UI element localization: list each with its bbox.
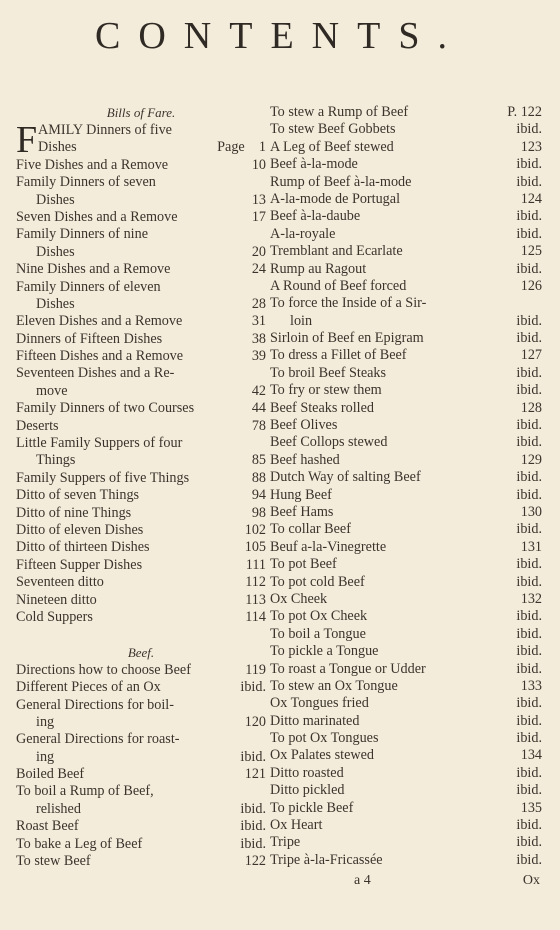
entry-title: Ditto roasted: [270, 764, 344, 781]
entry-title: relished: [36, 800, 81, 817]
entry-title: move: [36, 382, 68, 399]
entry-title: Ditto of thirteen Dishes: [16, 539, 150, 556]
entry-title: Beef Steaks rolled: [270, 399, 375, 416]
entry-page: ibid.: [240, 679, 266, 696]
toc-entry: [270, 121, 542, 138]
toc-entry: [16, 470, 266, 487]
entry-title: To stew Beef Gobbets: [270, 121, 396, 138]
page-title: CONTENTS.: [95, 15, 465, 57]
toc-entry: [270, 139, 542, 156]
toc-entry: [270, 313, 542, 330]
entry-title: Nineteen ditto: [16, 591, 97, 608]
entry-page: 112: [245, 574, 266, 591]
entry-page: ibid.: [516, 643, 542, 660]
toc-entry: [270, 626, 542, 643]
entry-page: ibid.: [516, 156, 542, 173]
entry-page: ibid.: [516, 469, 542, 486]
entry-page: 42: [251, 382, 266, 399]
entry-page: ibid.: [240, 800, 266, 817]
toc-entry: [270, 156, 542, 173]
entry-title: General Directions for roast-: [16, 731, 180, 748]
toc-entry: [270, 730, 542, 747]
entry-page: 121: [244, 766, 266, 783]
toc-entry: [16, 697, 266, 714]
entry-page: ibid.: [516, 208, 542, 225]
entry-title: Beef à-la-daube: [270, 208, 361, 225]
entry-page: 38: [251, 330, 266, 347]
entry-title: Things: [36, 452, 76, 469]
toc-entry: [270, 817, 542, 834]
entry-page: ibid.: [516, 521, 542, 538]
page-label: Page: [217, 139, 245, 156]
toc-entry: [16, 331, 266, 348]
entry-page: ibid.: [516, 330, 542, 347]
entry-page: ibid.: [516, 382, 542, 399]
entry-title: Ditto of nine Things: [16, 504, 132, 521]
entry-page: 114: [245, 608, 266, 625]
entry-title: To roast a Tongue or Udder: [270, 660, 426, 677]
entry-page: 78: [251, 417, 266, 434]
toc-entry: [16, 487, 266, 504]
toc-entry: [16, 244, 266, 261]
toc-entry: [270, 695, 542, 712]
entry-title: To dress a Fillet of Beef: [270, 347, 407, 364]
entry-title: Ditto marinated: [270, 712, 360, 729]
entry-page: 124: [520, 190, 542, 207]
entry-title: Dinners of Fifteen Dishes: [16, 330, 163, 347]
toc-entry: [270, 852, 542, 869]
entry-page: ibid.: [516, 573, 542, 590]
entry-title: Family Suppers of five Things: [16, 469, 190, 486]
signature-mark: a 4: [354, 873, 371, 888]
toc-entry: [270, 678, 542, 695]
toc-entry: [16, 522, 266, 539]
entry-title: AMILY Dinners of five: [38, 122, 172, 138]
toc-entry: [270, 747, 542, 764]
toc-entry: [270, 661, 542, 678]
toc-entry: [16, 749, 266, 766]
entry-page: 98: [251, 504, 266, 521]
entry-page: 39: [251, 348, 266, 365]
entry-page: ibid.: [516, 556, 542, 573]
toc-entry: [270, 261, 542, 278]
drop-cap: F: [16, 119, 38, 161]
entry-page: 129: [520, 451, 542, 468]
toc-entry: [16, 766, 266, 783]
toc-entry: [16, 174, 266, 191]
entry-title: To pickle a Tongue: [270, 643, 379, 660]
toc-entry: [270, 608, 542, 625]
entry-title: Beef hashed: [270, 451, 340, 468]
entry-page: ibid.: [516, 260, 542, 277]
toc-entry: [270, 591, 542, 608]
entry-page: ibid.: [516, 782, 542, 799]
entry-title: To broil Beef Steaks: [270, 364, 387, 381]
entry-title: To collar Beef: [270, 521, 351, 538]
entry-title: Seventeen Dishes and a Re-: [16, 365, 175, 382]
entry-page: 122: [244, 853, 266, 870]
first-entry: [16, 119, 266, 161]
toc-entry: [270, 574, 542, 591]
toc-entry: [16, 348, 266, 365]
toc-entry: [16, 279, 266, 296]
toc-entry: [16, 313, 266, 330]
entry-page: 17: [251, 208, 266, 225]
section-heading-bills-of-fare: Bills of Fare.: [106, 105, 176, 120]
entry-page: 28: [251, 295, 266, 312]
entry-page: 131: [520, 538, 542, 555]
entry-title: To stew a Rump of Beef: [270, 104, 409, 120]
entry-page: P. 122: [507, 104, 542, 120]
entry-page: 85: [251, 452, 266, 469]
entry-title: A-la-royale: [270, 225, 336, 242]
entry-title: Deserts: [16, 417, 59, 434]
entry-title: To force the Inside of a Sir-: [270, 295, 427, 312]
entry-page: 102: [244, 522, 266, 538]
toc-entry: [270, 487, 542, 504]
page-footer: [0, 872, 560, 890]
entry-title: To pot Ox Tongues: [270, 730, 379, 747]
entry-page: ibid.: [516, 173, 542, 190]
entry-title: Beef Olives: [270, 417, 338, 434]
entry-title: Dutch Way of salting Beef: [270, 469, 421, 486]
entry-page: ibid.: [240, 818, 266, 835]
toc-entry: [16, 574, 266, 591]
entry-page: ibid.: [516, 834, 542, 851]
left-column: [16, 104, 266, 870]
entry-title: Ox Tongues fried: [270, 695, 369, 712]
entry-title: Tripe: [270, 834, 301, 851]
section-heading-beef: Beef.: [127, 644, 155, 660]
page-number: 1: [258, 139, 266, 156]
toc-entry: [16, 505, 266, 522]
toc-entry: [16, 209, 266, 226]
toc-entry: [16, 801, 266, 818]
toc-entry: [270, 174, 542, 191]
entry-page: ibid.: [516, 764, 542, 781]
entry-page: ibid.: [516, 417, 542, 434]
toc-entry: [16, 452, 266, 469]
toc-entry: [16, 383, 266, 400]
entry-title: Dishes: [36, 191, 75, 208]
entry-page: [217, 139, 266, 156]
toc-entry: [270, 382, 542, 399]
entry-page: 111: [245, 556, 266, 573]
entry-title: To boil a Tongue: [270, 625, 366, 642]
entry-title: Ox Cheek: [270, 590, 328, 607]
entry-page: ibid.: [516, 434, 542, 451]
entry-title: Ditto pickled: [270, 782, 345, 799]
entry-page: ibid.: [516, 817, 542, 834]
toc-entry: [16, 731, 266, 748]
toc-entry: [16, 853, 266, 870]
entry-title: Different Pieces of an Ox: [16, 679, 161, 696]
toc-entry: [16, 714, 266, 731]
entry-title: Sirloin of Beef en Epigram: [270, 330, 424, 347]
entry-page: 13: [251, 191, 266, 208]
entry-title: Beef Hams: [270, 503, 334, 520]
toc-entry: [16, 679, 266, 696]
toc-entry: [270, 765, 542, 782]
section-gap: [16, 626, 266, 643]
entry-title: To stew an Ox Tongue: [270, 677, 398, 694]
entry-title: Ox Palates stewed: [270, 747, 375, 764]
entry-page: ibid.: [516, 712, 542, 729]
toc-entry: [16, 592, 266, 609]
entry-title: Family Dinners of seven: [16, 174, 156, 191]
entry-title: Beef Collops stewed: [270, 434, 388, 451]
entry-page: ibid.: [516, 121, 542, 138]
entry-page: 120: [244, 713, 266, 730]
entry-title-continued: Dishes: [38, 139, 77, 156]
toc-entry: [16, 192, 266, 209]
toc-entry: [270, 347, 542, 364]
entry-title: Family Dinners of eleven: [16, 278, 161, 295]
toc-entry: [270, 208, 542, 225]
entry-page: 125: [520, 243, 542, 260]
entry-page: 105: [244, 539, 266, 556]
entry-page: ibid.: [516, 608, 542, 625]
entry-page: 94: [251, 487, 266, 504]
entry-title: Nine Dishes and a Remove: [16, 261, 171, 278]
entry-title: Beef à-la-mode: [270, 156, 358, 173]
entry-page: ibid.: [516, 225, 542, 242]
toc-entry: [270, 504, 542, 521]
toc-entry: [16, 400, 266, 417]
toc-entry: [16, 609, 266, 626]
entry-page: 128: [520, 399, 542, 416]
beef-list-continued: [270, 104, 542, 869]
entry-title: Dishes: [36, 243, 75, 260]
toc-entry: [270, 417, 542, 434]
entry-page: 123: [520, 138, 542, 155]
toc-entry: [270, 539, 542, 556]
entry-title: A Leg of Beef stewed: [270, 138, 394, 155]
entry-title: Hung Beef: [270, 486, 332, 503]
entry-title: To boil a Rump of Beef,: [16, 783, 154, 800]
entry-page: ibid.: [516, 660, 542, 677]
entry-title: [38, 139, 77, 156]
entry-title: To bake a Leg of Beef: [16, 835, 143, 852]
toc-entry: [16, 662, 266, 679]
toc-entry: [270, 278, 542, 295]
toc-entry: [270, 834, 542, 851]
toc-entry: [270, 643, 542, 660]
entry-page: 31: [251, 313, 266, 330]
entry-title: ing: [36, 748, 55, 765]
entry-title: Fifteen Supper Dishes: [16, 556, 143, 573]
entry-title: Ditto of eleven Dishes: [16, 522, 144, 538]
toc-entry: [270, 713, 542, 730]
toc-entry: [16, 157, 266, 174]
entry-title: Rump au Ragout: [270, 260, 367, 277]
entry-title: A Round of Beef forced: [270, 277, 407, 294]
entry-page: 20: [251, 243, 266, 260]
entry-title: To pot Ox Cheek: [270, 608, 368, 625]
entry-title: Seventeen ditto: [16, 574, 104, 591]
entry-title: Fifteen Dishes and a Remove: [16, 348, 184, 365]
entry-title: Rump of Beef à-la-mode: [270, 173, 412, 190]
entry-title: Five Dishes and a Remove: [16, 156, 169, 173]
entry-page: 134: [520, 747, 542, 764]
bills-of-fare-list: [16, 157, 266, 627]
entry-page: 133: [520, 677, 542, 694]
toc-entry: [16, 435, 266, 452]
toc-entry: [16, 226, 266, 243]
entry-title: Ox Heart: [270, 817, 323, 834]
entry-title: ing: [36, 713, 55, 730]
entry-title: Beuf a-la-Vinegrette: [270, 538, 387, 555]
entry-page: ibid.: [516, 312, 542, 329]
toc-entry: [16, 365, 266, 382]
entry-page: 135: [520, 799, 542, 816]
toc-entry: [16, 783, 266, 800]
toc-entry: [16, 557, 266, 574]
entry-title: Dishes: [36, 295, 75, 312]
entry-page: ibid.: [516, 851, 542, 868]
entry-page: 119: [245, 661, 266, 678]
entry-title: Seven Dishes and a Remove: [16, 208, 178, 225]
toc-entry: [270, 400, 542, 417]
entry-page: ibid.: [240, 835, 266, 852]
toc-entry: [270, 365, 542, 382]
entry-title: To pot Beef: [270, 556, 337, 573]
entry-page: 113: [245, 591, 266, 608]
entry-title: Directions how to choose Beef: [16, 661, 191, 678]
toc-entry: [270, 434, 542, 451]
entry-title: Family Dinners of two Courses: [16, 400, 195, 417]
entry-page: 127: [520, 347, 542, 364]
toc-entry: [270, 104, 542, 121]
entry-title: Roast Beef: [16, 818, 79, 835]
entry-page: 44: [251, 400, 266, 417]
entry-title: Family Dinners of nine: [16, 226, 149, 243]
entry-page: 10: [251, 156, 266, 173]
toc-entry: [16, 261, 266, 278]
entry-page: ibid.: [240, 748, 266, 765]
toc-entry: [270, 295, 542, 312]
toc-entry: [16, 818, 266, 835]
entry-page: 88: [251, 469, 266, 486]
entry-page: 130: [520, 503, 542, 520]
entry-title: Ditto of seven Things: [16, 487, 140, 504]
toc-entry: [270, 452, 542, 469]
toc-entry: [270, 469, 542, 486]
entry-title: To pickle Beef: [270, 799, 354, 816]
toc-entry: [270, 330, 542, 347]
entry-page: ibid.: [516, 625, 542, 642]
entry-page: ibid.: [516, 486, 542, 503]
entry-title: To pot cold Beef: [270, 573, 365, 590]
entry-page: 132: [520, 590, 542, 607]
catchword: Ox: [522, 873, 540, 888]
entry-title: General Directions for boil-: [16, 696, 174, 713]
right-column: [270, 104, 542, 869]
entry-title: Tremblant and Ecarlate: [270, 243, 403, 260]
beef-list: [16, 662, 266, 871]
entry-page: ibid.: [516, 730, 542, 747]
entry-title: Little Family Suppers of four: [16, 435, 183, 452]
toc-entry: [270, 521, 542, 538]
toc-entry: [270, 800, 542, 817]
toc-entry: [270, 226, 542, 243]
toc-entry: [270, 191, 542, 208]
toc-entry: [270, 782, 542, 799]
entry-page: ibid.: [516, 364, 542, 381]
entry-title: Cold Suppers: [16, 608, 93, 625]
toc-entry: [16, 836, 266, 853]
entry-title: To fry or stew them: [270, 382, 382, 399]
toc-entry: [270, 556, 542, 573]
entry-title: Tripe à-la-Fricassée: [270, 851, 383, 868]
toc-entry: [16, 296, 266, 313]
entry-title: A-la-mode de Portugal: [270, 190, 401, 207]
entry-title: To stew Beef: [16, 853, 91, 870]
entry-page: ibid.: [516, 695, 542, 712]
entry-title: loin: [290, 312, 313, 329]
toc-entry: [16, 418, 266, 435]
entry-title: Eleven Dishes and a Remove: [16, 313, 183, 330]
toc-entry: [270, 243, 542, 260]
entry-title: Boiled Beef: [16, 766, 85, 783]
entry-page: 24: [251, 261, 266, 278]
toc-entry: [16, 539, 266, 556]
entry-page: 126: [520, 277, 542, 294]
